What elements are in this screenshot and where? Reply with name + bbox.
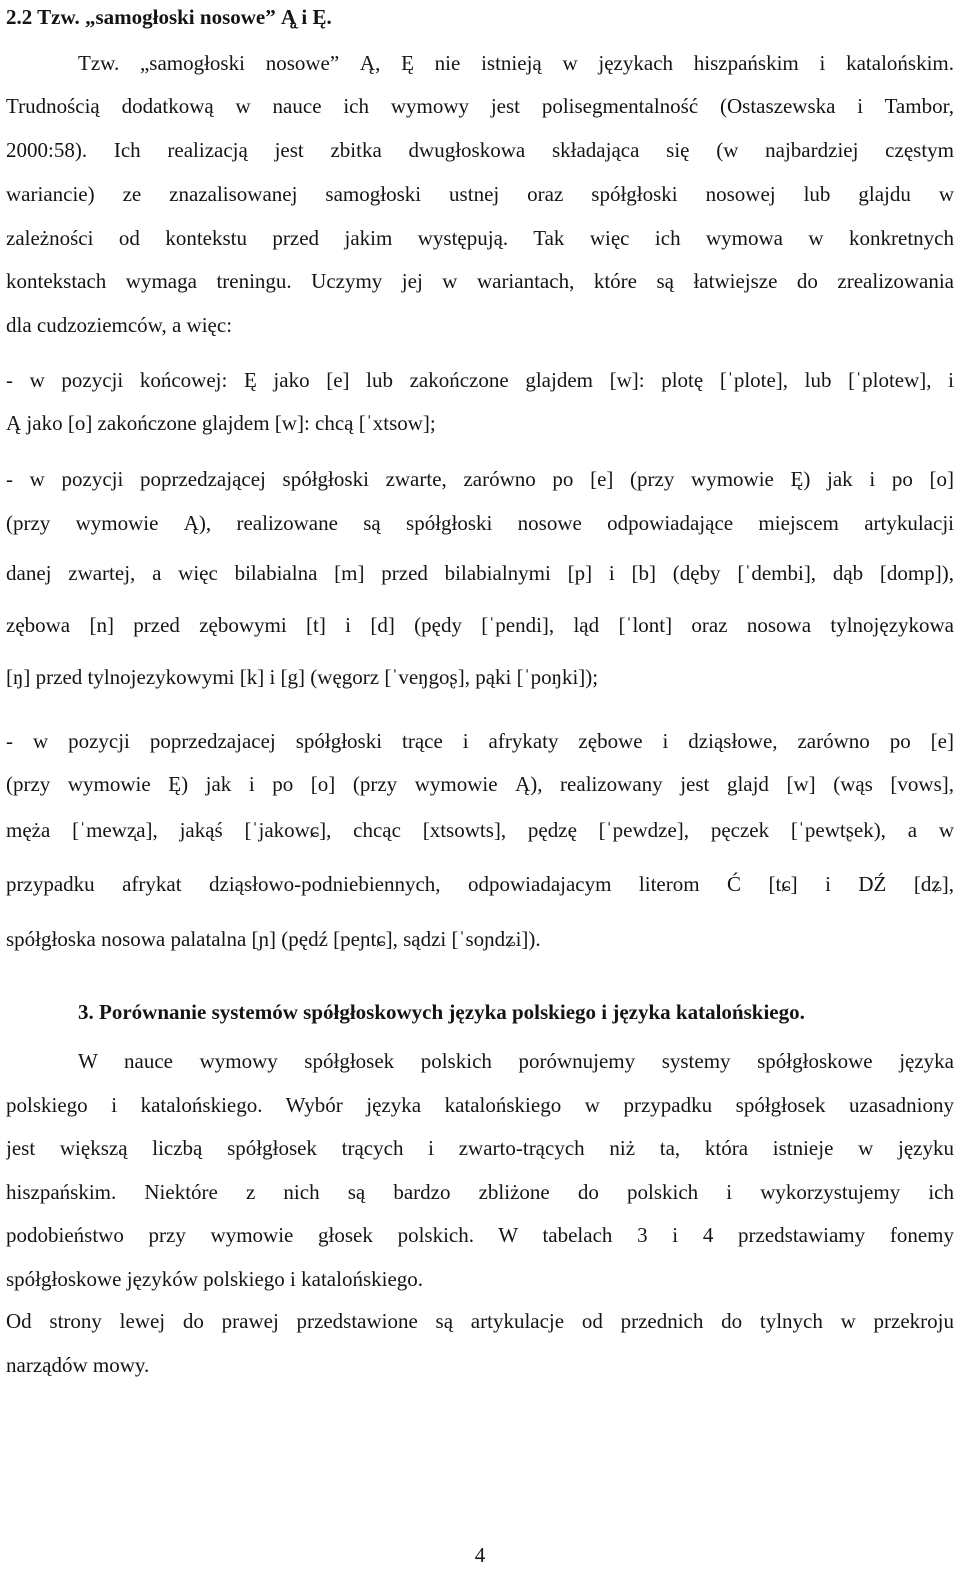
bullet-line: - w pozycji poprzedzajacej spółgłoski trące i afrykaty zębowe i dziąsłowe, zarówno po [e] <box>6 729 954 753</box>
paragraph-line: zależności od kontekstu przed jakim występują. Tak więc ich wymowa w konkretnych <box>6 226 954 250</box>
bullet-line: (przy wymowie Ą), realizowane są spółgłoski nosowe odpowiadające miejscem artykulacji <box>6 511 954 535</box>
section-heading-2-2: 2.2 Tzw. „samogłoski nosowe” Ą̨ i Ę. <box>6 5 332 29</box>
paragraph-line: dla cudzoziemców, a więc: <box>6 313 233 337</box>
bullet-line: [ŋ] przed tylnojezykowymi [k] i [g] (węgorz [ˈveŋgoʂ], pąki [ˈpoŋki]); <box>6 665 599 689</box>
paragraph-line: Tzw. „samogłoski nosowe” Ą, Ę nie istnieją w językach hiszpańskim i katalońskim. <box>78 51 954 75</box>
paragraph-line: hiszpańskim. Niektóre z nich są bardzo zbliżone do polskich i wykorzystujemy ich <box>6 1180 954 1204</box>
paragraph-line: jest większą liczbą spółgłosek trących i zwarto-trących niż ta, która istnieje w języku <box>6 1136 954 1160</box>
paragraph-line: spółgłoskowe języków polskiego i katalońskiego. <box>6 1267 424 1291</box>
bullet-line: - w pozycji końcowej: Ę jako [e] lub zakończone glajdem [w]: plotę [ˈplote], lub [ˈplotew], i <box>6 368 954 392</box>
paragraph-line: kontekstach wymaga treningu. Uczymy jej w wariantach, które są łatwiejsze do zrealizowania <box>6 269 954 293</box>
paragraph-line: Trudnością dodatkową w nauce ich wymowy jest polisegmentalność (Ostaszewska i Tambor, <box>6 94 954 118</box>
paragraph-line: wariancie) ze znazalisowanej samogłoski ustnej oraz spółgłoski nosowej lub glajdu w <box>6 182 954 206</box>
bullet-line: zębowa [n] przed zębowymi [t] i [d] (pędy [ˈpendi], ląd [ˈlont] oraz nosowa tylnojęzykowa <box>6 613 954 637</box>
paragraph-line: Od strony lewej do prawej przedstawione są artykulacje od przednich do tylnych w przekroju <box>6 1309 954 1333</box>
paragraph-line: narządów mowy. <box>6 1353 150 1377</box>
paragraph-line: 2000:58). Ich realizacją jest zbitka dwugłoskowa składająca się (w najbardziej częstym <box>6 138 954 162</box>
bullet-line: Ą jako [o] zakończone glajdem [w]: chcą [ˈxtsow]; <box>6 411 436 435</box>
bullet-line: spółgłoska nosowa palatalna [ɲ] (pędź [peɲtɕ], sądzi [ˈsoɲdʑi]). <box>6 927 541 951</box>
page-number: 4 <box>474 1543 486 1567</box>
paragraph-line: polskiego i katalońskiego. Wybór języka katalońskiego w przypadku spółgłosek uzasadniony <box>6 1093 954 1117</box>
bullet-line: - w pozycji poprzedzającej spółgłoski zwarte, zarówno po [e] (przy wymowie Ę) jak i po [o] <box>6 467 954 491</box>
paragraph-line: podobieństwo przy wymowie głosek polskich. W tabelach 3 i 4 przedstawiamy fonemy <box>6 1223 954 1247</box>
bullet-line: męża [ˈmewz̨a], jakąś [ˈjakowɕ], chcąc [xtsowts], pędzę [ˈpewdze], pęczek [ˈpewtʂek), a w <box>6 818 954 842</box>
section-heading-3: 3. Porównanie systemów spółgłoskowych języka polskiego i języka katalońskiego. <box>78 1000 805 1024</box>
bullet-line: danej zwartej, a więc bilabialna [m] przed bilabialnymi [p] i [b] (dęby [ˈdembi], dąb [domp]), <box>6 561 954 585</box>
bullet-line: (przy wymowie Ę) jak i po [o] (przy wymowie Ą), realizowany jest glajd [w] (wąs [vows], <box>6 772 954 796</box>
bullet-line: przypadku afrykat dziąsłowo-podniebiennych, odpowiadajacym literom Ć [tɕ] i DŹ [dʑ], <box>6 872 954 896</box>
paragraph-line: W nauce wymowy spółgłosek polskich porównujemy systemy spółgłoskowe języka <box>78 1049 954 1073</box>
